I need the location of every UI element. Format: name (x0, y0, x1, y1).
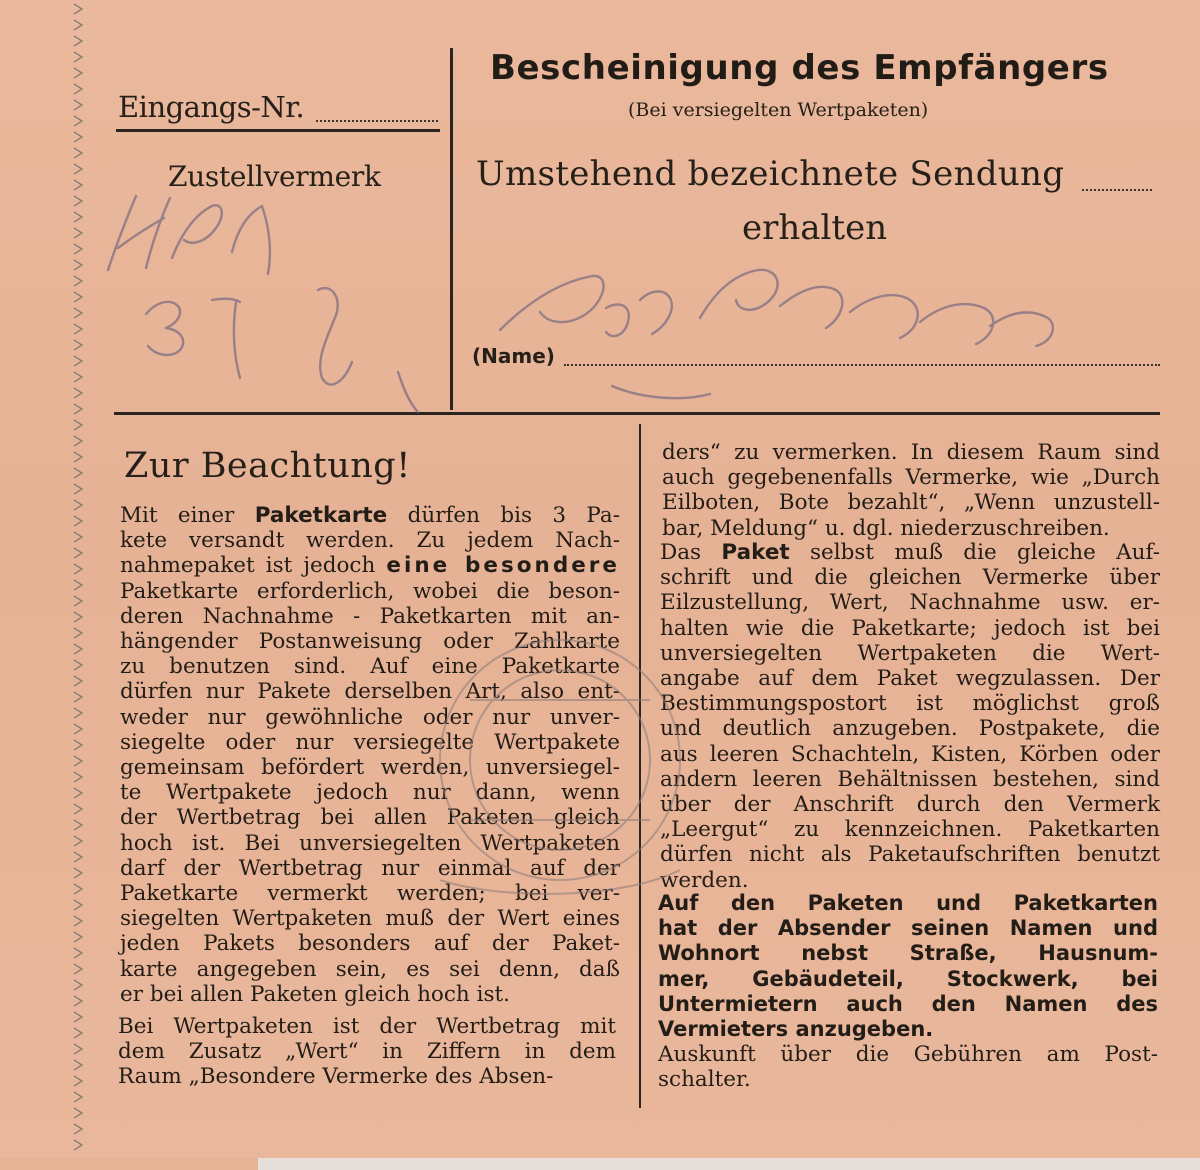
perforation-mark (74, 932, 82, 942)
text-segment: andern leeren Behältnissen bestehen, sind (660, 766, 1160, 792)
statement-dots (1082, 189, 1152, 191)
notice-right-paragraph-2 (660, 540, 1160, 893)
perforation-mark (74, 4, 82, 14)
notice-right-paragraph-1 (662, 440, 1160, 541)
name-label: (Name) (472, 344, 555, 368)
text-line: Bei Wertpaketen ist der Wertbetrag mit (118, 1014, 616, 1039)
perforation-mark (74, 340, 82, 350)
text-line (120, 528, 620, 553)
perforation-mark (74, 436, 82, 446)
perforation-mark (74, 756, 82, 766)
perforation-mark (74, 148, 82, 158)
text-line: ders“ zu vermerken. In diesem Raum sind (662, 440, 1160, 465)
text-line: Vermieters anzugeben. (658, 1017, 934, 1042)
perforation-mark (74, 404, 82, 414)
perforation-mark (74, 36, 82, 46)
text-line (120, 755, 620, 780)
perforation-mark (74, 292, 82, 302)
certificate-statement-line1: Umstehend bezeichnete Sendung (476, 154, 1065, 194)
perforation-mark (74, 868, 82, 878)
text-line (660, 716, 1160, 741)
perforation-mark (74, 884, 82, 894)
text-line (660, 641, 1160, 666)
text-line (660, 842, 1160, 867)
text-segment: siegelte oder nur versiegelte Wertpakete (120, 729, 620, 755)
text-segment: zu benutzen sind. Auf eine Paketkarte (120, 654, 620, 680)
text-segment: unversiegelten Wertpaketen die Wert- (660, 640, 1160, 666)
text-line (120, 780, 620, 805)
text-segment: te Wertpakete jedoch nur dann, wenn (120, 780, 620, 806)
perforation-mark (74, 324, 82, 334)
text-line: hat der Absender seinen Namen und (658, 916, 1158, 941)
text-segment: kete versandt werden. Zu jedem Nach- (120, 528, 620, 554)
text-line: Eilboten, Bote bezahlt“, „Wenn unzustell- (662, 490, 1160, 516)
handwritten-signature (108, 196, 1053, 412)
perforation-mark (74, 676, 82, 686)
perforation-mark (74, 1012, 82, 1022)
perforation-mark (74, 484, 82, 494)
perforation-mark (74, 596, 82, 606)
name-field (564, 364, 1160, 366)
notice-left-paragraph-2 (118, 1014, 616, 1090)
perforation-mark (74, 276, 82, 286)
perforation-mark (74, 1124, 82, 1134)
text-line: Auskunft über die Gebühren am Post- (658, 1042, 1158, 1067)
text-segment: werden. (660, 867, 749, 893)
text-line (120, 654, 620, 679)
text-line: Wohnort nebst Straße, Hausnum- (658, 941, 1158, 966)
entry-number-label: Eingangs-Nr. (118, 90, 305, 124)
text-segment: gemeinsam befördert werden, unversiegel- (120, 755, 620, 781)
perforation-mark (74, 356, 82, 366)
perforation-mark (74, 68, 82, 78)
text-line (120, 629, 620, 654)
perforation-mark (74, 900, 82, 910)
column-divider-line (639, 424, 641, 1108)
text-segment: weder nur gewöhnliche oder nur unver- (120, 704, 620, 730)
text-line: dem Zusatz „Wert“ in Ziffern in dem (118, 1039, 616, 1065)
text-segment: Eilzustellung, Wert, Nachnahme usw. er- (660, 590, 1160, 616)
perforation-mark (74, 580, 82, 590)
text-segment: Paketkarte (254, 503, 388, 528)
perforation-mark (74, 980, 82, 990)
text-line (120, 503, 620, 528)
text-segment: eine besondere (386, 553, 620, 579)
perforation-mark (74, 100, 82, 110)
text-line (120, 553, 620, 578)
perforation-mark (74, 740, 82, 750)
notice-right-paragraph-3 (658, 891, 1158, 1042)
text-line (660, 666, 1160, 691)
text-line (120, 705, 620, 730)
text-line (120, 730, 620, 755)
text-line (120, 831, 620, 856)
perforation-mark (74, 500, 82, 510)
text-segment: halten wie die Paketkarte; jedoch ist bei (660, 615, 1160, 641)
text-segment: selbst muß die gleiche Auf- (789, 540, 1160, 565)
perforation-mark (74, 452, 82, 462)
text-line (660, 792, 1160, 817)
text-segment: darf der Wertbetrag nur einmal auf der (120, 855, 620, 881)
perforation-mark (74, 1060, 82, 1070)
text-line (660, 616, 1160, 641)
certificate-title: Bescheinigung des Empfängers (490, 48, 1109, 88)
perforation-mark (74, 948, 82, 958)
perforation-mark (74, 228, 82, 238)
perforation-mark (74, 132, 82, 142)
perforation-mark (74, 84, 82, 94)
perforation-mark (74, 772, 82, 782)
certificate-subtitle: (Bei versiegelten Wertpaketen) (628, 99, 929, 121)
text-line (660, 691, 1160, 716)
text-segment: dürfen bis 3 Pa- (387, 503, 620, 528)
text-segment: dürfen nur Pakete derselben Art, also ent- (120, 679, 620, 705)
text-line (660, 590, 1160, 615)
text-segment: nahmepaket ist jedoch (120, 553, 387, 579)
perforation-mark (74, 1076, 82, 1086)
text-segment: der Wertbetrag bei allen Paketen gleich (120, 805, 620, 831)
text-segment: schrift und die gleichen Vermerke über (660, 565, 1160, 591)
section-divider-line (114, 412, 1160, 415)
text-segment: aus leeren Schachteln, Kisten, Körben oder (660, 741, 1160, 767)
text-line (120, 906, 620, 931)
perforation-mark (74, 1028, 82, 1038)
text-line (120, 604, 620, 629)
notice-heading: Zur Beachtung! (124, 446, 411, 486)
text-segment: deren Nachnahme - Paketkarten mit an- (120, 603, 620, 629)
text-line: Auf den Paketen und Paketkarten (658, 891, 1158, 915)
entry-number-field (316, 120, 438, 122)
perforation-mark (74, 116, 82, 126)
delivery-note-label: Zustellvermerk (168, 160, 381, 193)
perforation-mark (74, 996, 82, 1006)
text-segment: und deutlich anzugeben. Postpakete, die (660, 716, 1160, 742)
text-line: schalter. (658, 1067, 751, 1093)
perforation-mark (74, 180, 82, 190)
torn-edge-tab (0, 1158, 258, 1170)
perforation-mark (74, 724, 82, 734)
perforation-mark (74, 628, 82, 638)
perforation-mark (74, 212, 82, 222)
text-line (660, 742, 1160, 767)
text-segment: hängender Postanweisung oder Zahlkarte (120, 629, 620, 655)
text-line: Untermietern auch den Namen des (658, 991, 1158, 1016)
text-segment: hoch ist. Bei unversiegelten Wertpaketen (120, 830, 620, 856)
perforation-mark (74, 420, 82, 430)
perforation-mark (74, 308, 82, 318)
perforation-edge (60, 0, 100, 1160)
perforation-mark (74, 804, 82, 814)
text-line: mer, Gebäudeteil, Stockwerk, bei (658, 966, 1158, 991)
text-segment: „Leergut“ zu kennzeichnen. Paketkarten (660, 817, 1160, 843)
text-line: auch gegebenenfalls Vermerke, wie „Durch (662, 465, 1160, 491)
text-line: bar, Meldung“ u. dgl. niederzuschreiben. (662, 515, 1110, 541)
perforation-mark (74, 548, 82, 558)
text-line (120, 805, 620, 830)
perforation-mark (74, 196, 82, 206)
perforation-mark (74, 260, 82, 270)
text-line (660, 565, 1160, 590)
text-segment: Paketkarte vermerkt werden; bei ver- (120, 881, 620, 907)
text-segment: Paketkarte erforderlich, wobei die beson- (120, 578, 620, 604)
perforation-mark (74, 468, 82, 478)
text-segment: Mit einer (120, 503, 255, 528)
text-line (660, 540, 1160, 565)
notice-right-paragraph-4 (658, 1042, 1158, 1092)
perforation-mark (74, 916, 82, 926)
perforation-mark (74, 708, 82, 718)
perforation-mark (74, 244, 82, 254)
perforation-mark (74, 1092, 82, 1102)
perforation-mark (74, 852, 82, 862)
perforation-mark (74, 1108, 82, 1118)
text-segment: dürfen nicht als Paketaufschriften benutzt (660, 842, 1160, 868)
perforation-mark (74, 660, 82, 670)
text-line (120, 881, 620, 906)
text-segment: angabe auf dem Paket wegzulassen. Der (660, 666, 1160, 692)
perforation-mark (74, 788, 82, 798)
text-line: Raum „Besondere Vermerke des Absen- (118, 1064, 554, 1090)
perforation-mark (74, 52, 82, 62)
text-segment: Bestimmungspostort ist möglichst groß (660, 691, 1160, 717)
perforation-mark (74, 612, 82, 622)
text-line (660, 868, 1160, 893)
perforation-mark (74, 692, 82, 702)
text-segment: jeden Pakets besonders auf der Paket- (120, 931, 620, 957)
text-line (660, 767, 1160, 792)
text-segment: Das (660, 540, 722, 565)
perforation-mark (74, 20, 82, 30)
text-line (120, 982, 620, 1007)
perforation-mark (74, 1044, 82, 1054)
perforation-mark (74, 564, 82, 574)
perforation-mark (74, 1140, 82, 1150)
text-line (120, 679, 620, 704)
top-divider-line (450, 48, 453, 410)
perforation-mark (74, 516, 82, 526)
text-segment: er bei allen Paketen gleich hoch ist. (120, 981, 510, 1007)
text-segment: karte angegeben sein, es sei denn, daß (120, 956, 620, 982)
text-segment: Paket (721, 540, 790, 565)
text-line (120, 957, 620, 982)
text-line (660, 817, 1160, 842)
perforation-mark (74, 164, 82, 174)
text-line (120, 579, 620, 604)
perforation-mark (74, 388, 82, 398)
notice-left-paragraph-1 (120, 503, 620, 1007)
text-line (120, 931, 620, 956)
certificate-statement-line2: erhalten (742, 208, 888, 248)
entry-underline (116, 129, 440, 132)
perforation-mark (74, 964, 82, 974)
text-segment: siegelten Wertpaketen muß der Wert eines (120, 906, 620, 932)
perforation-mark (74, 836, 82, 846)
perforation-mark (74, 644, 82, 654)
text-line (120, 856, 620, 881)
text-segment: über der Anschrift durch den Vermerk (660, 792, 1160, 818)
perforation-mark (74, 372, 82, 382)
perforation-mark (74, 532, 82, 542)
perforation-mark (74, 820, 82, 830)
